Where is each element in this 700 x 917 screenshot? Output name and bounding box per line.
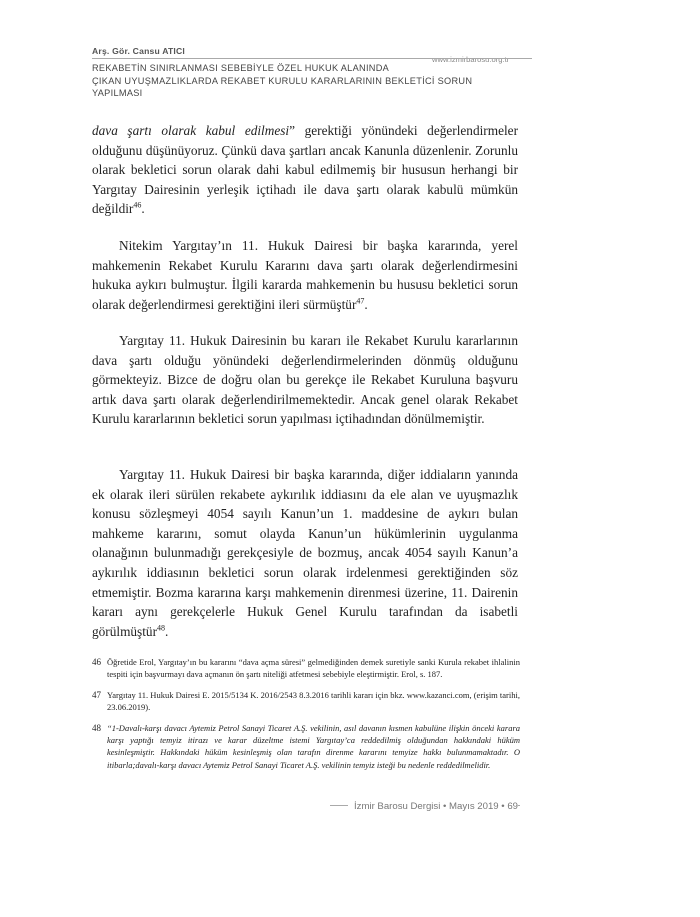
footnote-number: 48 — [92, 722, 101, 733]
paragraph-text: Yargıtay 11. Hukuk Dairesinin bu kararı ile Rekabet Kurulu kararlarının dava şartı olduğu yönündeki değerlendirmelerinden dönmüş olduğunu görmekteyiz. Bizce de doğru olan bu gerekçe ile Rekabet Kuruluna başvuru artık dava şartı olarak değerlendirilmemektedir. Ancak genel olarak Rekabet Kurulu kararlarının bekletici sorun yapılması içtihadından dönülmemiştir. — [92, 333, 518, 427]
paragraph-text: ” gerektiği yönündeki değerlendirmeler olduğunu düşünüyoruz. Çünkü dava şartları ancak Kanunla düzenlenir. Zorunlu olarak bekletici sorun olarak dahi kabul edilmemiş bir hususun herhangi bir Yargıtay Dairesinin yerleşik içtihadı ile dava şartı olarak kabulü mümkün değildir — [92, 123, 518, 217]
footnote-ref-47[interactable]: 47 — [356, 296, 365, 306]
footnote-number: 47 — [92, 689, 101, 700]
footnote-text: Öğretide Erol, Yargıtay’ın bu kararını “dava açma süresi” gelmediğinden demek suretiyle sanki Kurula rekabet ihlalinin tespiti için başvurmayı dava açmanın ön şartı niteliği atfetmesi sebebiyle eleştirmiştir. Erol, s. 187. — [107, 657, 520, 680]
footnote-text: “1-Davalı-karşı davacı Aytemiz Petrol Sanayi Ticaret A.Ş. vekilinin, asıl davanın kısmen kabulüne ilişkin önceki karara karşı yaptığı temyiz itirazı ve karar düzeltme istemi Yargıtay’ca reddedilmiş olduğundan hakkındaki hüküm kesinleşmiştir. Hakkındaki hüküm kesinleşmiş olan tarafın direnme kararını temyize hakkı bulunmamaktadır. O itibarla;davalı-karşı davacı Aytemiz Petrol Sanayi Ticaret A.Ş. vekilinin temyiz isteği bu nedenle reddedilmelidir. — [107, 722, 520, 770]
author-name: Arş. Gör. Cansu ATICI — [92, 46, 186, 56]
title-line: YAPILMASI — [92, 88, 143, 99]
paragraph-4: Yargıtay 11. Hukuk Dairesi bir başka kararında, diğer iddiaların yanında ek olarak ileri sürülen rekabete aykırılık iddiasını da ele alan ve uyuşmazlık konusu sözleşmeyi 4054 sayılı Kanun’un 1. maddesine de aykırı bulan mahkeme kararını, somut olayda Kanun’un hükümlerinin uygulanma olanağının bulunmadığı gerekçesiyle de bozmuş, ancak 4054 sayılı Kanun’a aykırılık iddiasının bekletici sorun olarak irdelenmesi gerektiğinden söz etmemiştir. Bozma kararına karşı mahkemenin direnmesi üzerine, 11. Dairenin kararı aynı gerekçelerle Hukuk Genel Kurulu tarafından da isabetli görülmüştür$^{48}$. — [92, 467, 518, 639]
footnote-46 — [92, 656, 520, 681]
footnote-48 — [92, 722, 520, 772]
footnote-text: Yargıtay 11. Hukuk Dairesi E. 2015/5134 K. 2016/2543 8.3.2016 tarihli kararı için bkz. www.kazanci.com, (erişim tarihi, 23.06.2019). — [107, 689, 520, 713]
title-line: REKABETİN SINIRLANMASI SEBEBİYLE ÖZEL HUKUK ALANINDA — [92, 63, 390, 73]
paragraph-3 — [92, 331, 518, 429]
footnote-number: 46 — [92, 657, 101, 667]
page-footer: İzmir Barosu Dergisi • Mayıs 2019 • 69 — [348, 801, 518, 812]
title-line: ÇIKAN UYUŞMAZLIKLARDA REKABET KURULU KARARLARININ BEKLETİCİ SORUN — [92, 75, 473, 86]
italic-phrase: dava şartı olarak kabul edilmesi — [92, 123, 290, 138]
article-title — [92, 62, 532, 100]
paragraph-text: Nitekim Yargıtay’ın 11. Hukuk Dairesi bir başka kararında, yerel mahkemenin Rekabet Kurulu Kararını dava şartı olarak değerlendirmesini hukuka aykırı bulmuştur. İlgili kararda mahkemenin bu hususu bekletici sorun olarak değerlendirmesi gerektiğini ileri sürmüştür — [92, 238, 518, 312]
footnote-ref-48[interactable]: 48 — [157, 623, 166, 633]
footnote-ref-46[interactable]: 46 — [133, 200, 142, 210]
paragraph-text: Yargıtay 11. Hukuk Dairesi bir başka kararında, diğer iddiaların yanında ek olarak ileri sürülen rekabete aykırılık iddiasını da ele alan ve uyuşmazlık konusu sözleşmeyi 4054 sayılı Kanun’un 1. maddesine de aykırı bulan mahkeme kararını, somut olayda Kanun’un hükümlerinin uygulanma olanağının bulunmadığı gerekçesiyle de bozmuş, ancak 4054 sayılı Kanun’a aykırılık iddiasının bekletici sorun olarak irdelenmesi gerektiğinden söz etmemiştir. Bozma kararına karşı mahkemenin direnmesi üzerine, 11. Dairenin kararı aynı gerekçelerle Hukuk Genel Kurulu tarafından da isabetli görülmüştür — [92, 467, 518, 639]
header-rule — [92, 58, 532, 59]
paragraph-2: Nitekim Yargıtay’ın 11. Hukuk Dairesi bir başka kararında, yerel mahkemenin Rekabet Kurulu Kararını dava şartı olarak değerlendirmesini hukuka aykırı bulmuştur. İlgili kararda mahkemenin bu hususu bekletici sorun olarak değerlendirmesi gerektiğini ileri sürmüştür$^{47}$. — [92, 238, 518, 312]
footnotes — [92, 656, 520, 771]
footnote-47 — [92, 689, 520, 714]
website-url[interactable]: www.izmirbarosu.org.tr — [432, 55, 510, 64]
paragraph-1: dava şartı olarak kabul edilmesi” gerektiği yönündeki değerlendirmeler olduğunu düşünüyoruz. Çünkü dava şartları ancak Kanunla düzenlenir. Zorunlu olarak bekletici sorun olarak dahi kabul edilmemiş bir hususun herhangi bir Yargıtay Dairesinin yerleşik içtihadı ile dava şartı olarak kabulü mümkün değildir$^{46}$. — [92, 123, 518, 217]
